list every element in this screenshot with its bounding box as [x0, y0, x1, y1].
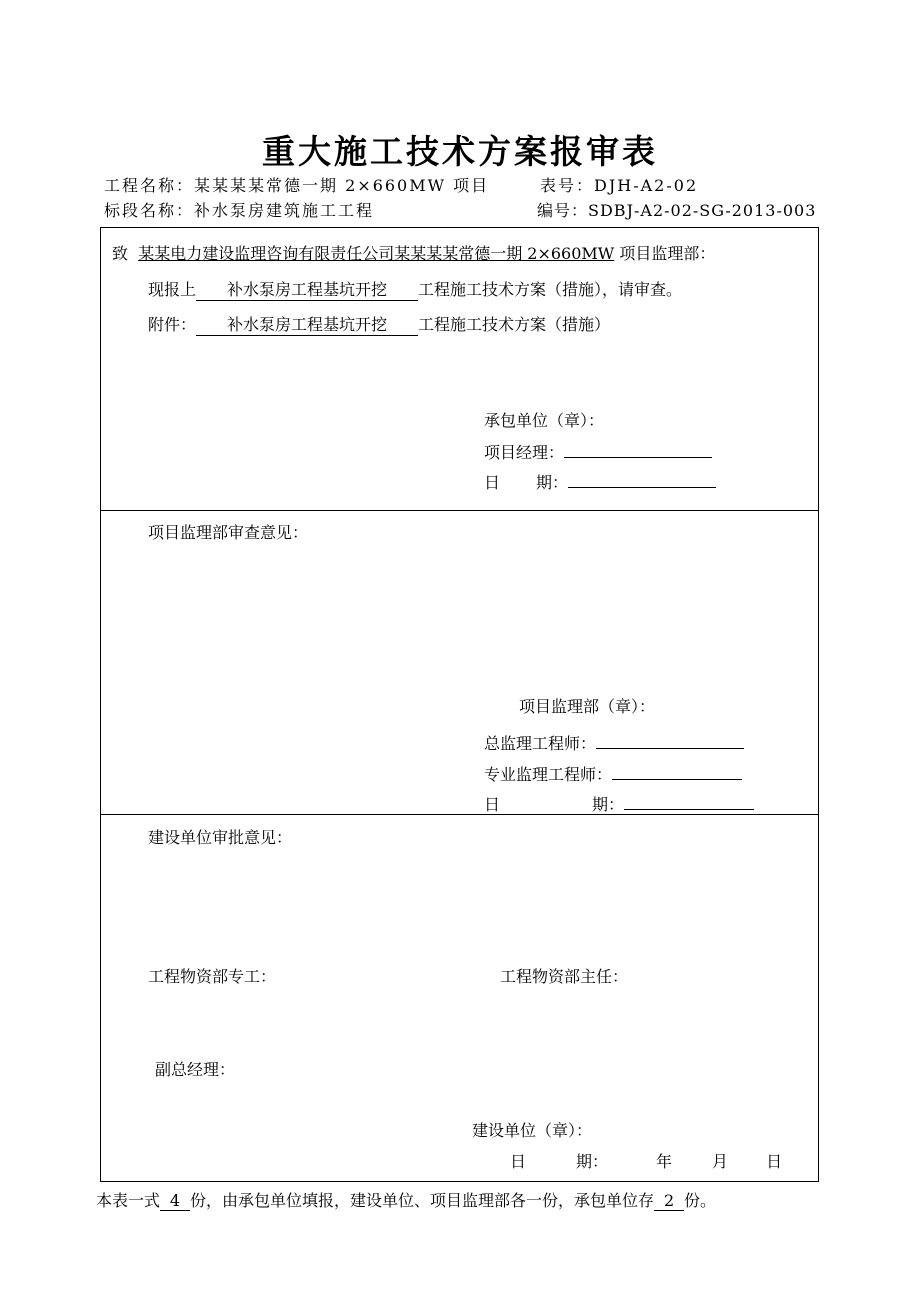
- attachment-suffix: 工程施工技术方案（措施）: [418, 315, 611, 334]
- date-label-end: 期：: [536, 473, 569, 492]
- owner-seal-label: 建设单位（章）：: [472, 1121, 593, 1140]
- chief-engineer-row: [484, 731, 744, 754]
- day-label: 日: [766, 1152, 783, 1171]
- footer-part-3: 份。: [684, 1191, 717, 1210]
- serial-number: SDBJ-A2-02-SG-2013-003: [588, 201, 817, 220]
- footer-note: [96, 1188, 716, 1211]
- serial-number-label: 编号：: [537, 201, 589, 220]
- form-title: 重大施工技术方案报审表: [262, 132, 658, 171]
- submission-section: [100, 227, 819, 511]
- form-number-label: 表号：: [540, 176, 595, 195]
- materials-director-label: 工程物资部主任：: [500, 967, 629, 986]
- supervision-date-row: [484, 792, 754, 815]
- date-label-start: 日: [510, 1152, 527, 1171]
- owner-date-row: [510, 1149, 782, 1172]
- section-name: 补水泵房建筑施工工程: [194, 201, 375, 220]
- project-name: 某某某某常德一期 2×660MW 项目: [194, 176, 490, 195]
- owner-approval-section: [100, 814, 819, 1182]
- attachment-line: [148, 312, 610, 336]
- owner-approval-label: 建设单位审批意见：: [148, 828, 293, 847]
- supervision-seal-label: 项目监理部（章）：: [519, 697, 656, 716]
- project-manager-row: [484, 440, 712, 463]
- supervision-date-blank: [624, 795, 754, 810]
- attachment-item: 补水泵房工程基坑开挖: [196, 312, 418, 336]
- project-name-row: [104, 173, 489, 196]
- month-label: 月: [712, 1152, 729, 1171]
- addressee-suffix: 项目监理部：: [619, 244, 716, 263]
- copies-kept: 2: [654, 1191, 684, 1211]
- report-item: 补水泵房工程基坑开挖: [196, 277, 418, 301]
- date-label-end: 期：: [576, 1152, 609, 1171]
- form-number-row: [540, 173, 698, 196]
- report-line: [148, 277, 682, 301]
- date-label-start: 日: [484, 795, 501, 814]
- chief-engineer-label: 总监理工程师：: [484, 734, 597, 753]
- contractor-date-blank: [568, 473, 716, 488]
- specialist-engineer-label: 专业监理工程师：: [484, 765, 613, 784]
- chief-engineer-blank: [596, 734, 744, 749]
- addressee-org: 某某电力建设监理咨询有限责任公司某某某某常德一期 2×660MW: [138, 244, 615, 263]
- project-manager-blank: [564, 443, 712, 458]
- footer-part-1: 本表一式: [96, 1191, 161, 1210]
- deputy-manager-label: 副总经理：: [155, 1060, 236, 1079]
- form-number: DJH-A2-02: [594, 176, 699, 195]
- to-label: 致: [112, 244, 129, 263]
- date-label-end: 期：: [592, 795, 625, 814]
- specialist-engineer-row: [484, 762, 742, 785]
- report-suffix: 工程施工技术方案（措施），请审查。: [418, 280, 683, 299]
- section-name-label: 标段名称：: [104, 201, 195, 220]
- project-manager-label: 项目经理：: [484, 443, 565, 462]
- addressee-line: [112, 241, 715, 264]
- attachment-prefix: 附件：: [148, 315, 197, 334]
- specialist-engineer-blank: [612, 765, 742, 780]
- contractor-seal-label: 承包单位（章）：: [484, 411, 605, 430]
- copies-total: 4: [160, 1191, 190, 1211]
- date-label-start: 日: [484, 473, 501, 492]
- section-name-row: [104, 198, 374, 221]
- year-label: 年: [656, 1152, 673, 1171]
- materials-specialist-label: 工程物资部专工：: [148, 967, 277, 986]
- serial-number-row: [537, 198, 816, 221]
- footer-part-2: 份，由承包单位填报，建设单位、项目监理部各一份，承包单位存: [190, 1191, 655, 1210]
- project-name-label: 工程名称：: [104, 176, 195, 195]
- contractor-date-row: [484, 470, 716, 493]
- supervision-opinion-label: 项目监理部审查意见：: [148, 523, 309, 542]
- report-prefix: 现报上: [148, 280, 197, 299]
